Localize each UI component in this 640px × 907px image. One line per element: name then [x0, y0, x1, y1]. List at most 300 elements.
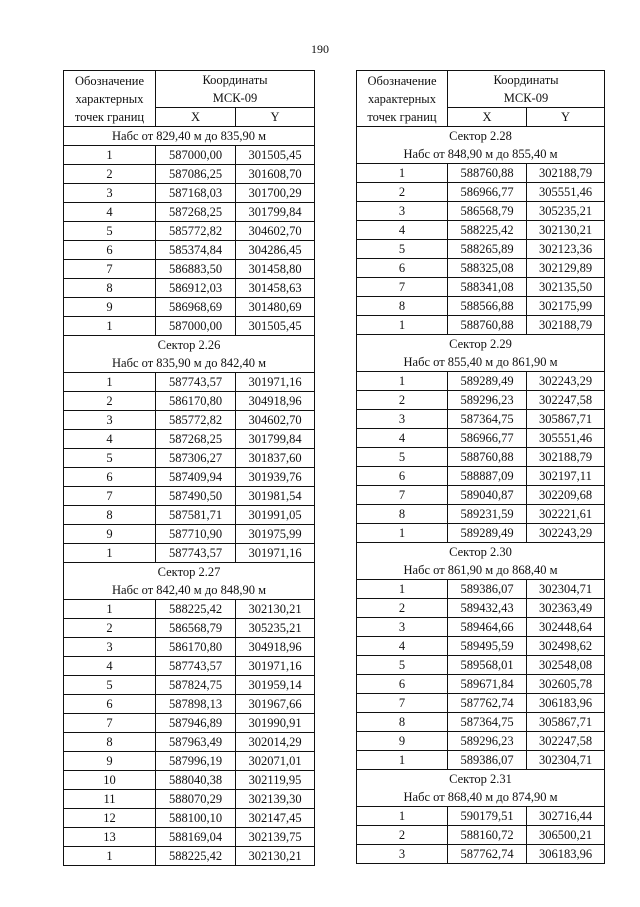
- table-row: [357, 505, 605, 524]
- table-row: [64, 487, 315, 506]
- height-range: Набс от 855,40 м до 861,90 м: [357, 353, 605, 372]
- height-range: Набс от 868,40 м до 874,90 м: [357, 788, 605, 807]
- point-number: 5: [64, 676, 156, 695]
- table-row: [357, 807, 605, 826]
- point-number: 1: [357, 372, 448, 391]
- x-coordinate: 585374,84: [156, 241, 236, 260]
- sector-title-row: [64, 563, 315, 582]
- table-row: [64, 411, 315, 430]
- coordinates-header: [156, 71, 315, 108]
- point-number: 2: [64, 165, 156, 184]
- y-coordinate: 306183,96: [527, 845, 605, 864]
- table-row: [64, 657, 315, 676]
- y-coordinate: 304918,96: [236, 392, 315, 411]
- table-row: [357, 183, 605, 202]
- y-coordinate: 302135,50: [527, 278, 605, 297]
- sector-title: Сектор 2.30: [357, 543, 605, 562]
- y-coordinate: 305551,46: [527, 183, 605, 202]
- coordinates-header-line: Координаты: [202, 73, 268, 87]
- x-coordinate: 587762,74: [448, 845, 527, 864]
- table-row: [357, 278, 605, 297]
- y-coordinate: 302304,71: [527, 751, 605, 770]
- sector-title-row: [357, 335, 605, 354]
- table-row: [64, 392, 315, 411]
- y-coordinate: 305867,71: [527, 410, 605, 429]
- table-row: [64, 203, 315, 222]
- x-coordinate: 588325,08: [448, 259, 527, 278]
- point-number: 6: [64, 468, 156, 487]
- point-number: 9: [357, 732, 448, 751]
- table-row: [64, 676, 315, 695]
- table-row: [64, 373, 315, 392]
- sector-title: Сектор 2.27: [64, 563, 315, 582]
- y-coordinate: 301967,66: [236, 695, 315, 714]
- point-number: 7: [357, 694, 448, 713]
- point-number: 9: [64, 298, 156, 317]
- x-coordinate: 588040,38: [156, 771, 236, 790]
- x-coordinate: 588070,29: [156, 790, 236, 809]
- x-coordinate: 587490,50: [156, 487, 236, 506]
- table-row: [357, 656, 605, 675]
- table-row: [357, 751, 605, 770]
- table-row: [64, 600, 315, 619]
- x-coordinate: 587268,25: [156, 430, 236, 449]
- point-designation-header-line: точек границ: [74, 109, 145, 124]
- table-row: [64, 260, 315, 279]
- table-row: [64, 619, 315, 638]
- point-number: 2: [357, 599, 448, 618]
- table-row: [357, 826, 605, 845]
- table-row: [357, 259, 605, 278]
- x-coordinate: 586966,77: [448, 429, 527, 448]
- point-number: 8: [357, 297, 448, 316]
- x-coordinate: 588265,89: [448, 240, 527, 259]
- table-row: [64, 525, 315, 544]
- y-coordinate: 302147,45: [236, 809, 315, 828]
- point-number: 3: [64, 411, 156, 430]
- point-number: 6: [64, 241, 156, 260]
- x-coordinate: 588341,08: [448, 278, 527, 297]
- y-coordinate: 302130,21: [236, 600, 315, 619]
- point-number: 10: [64, 771, 156, 790]
- table-row: [357, 618, 605, 637]
- y-coordinate: 302247,58: [527, 391, 605, 410]
- point-designation-header-line: Обозначение: [367, 73, 437, 88]
- point-number: 9: [64, 525, 156, 544]
- x-coordinate: 587743,57: [156, 657, 236, 676]
- point-designation-header-line: Обозначение: [74, 73, 145, 88]
- x-coordinate: 587963,49: [156, 733, 236, 752]
- table-row: [64, 165, 315, 184]
- y-coordinate: 301971,16: [236, 657, 315, 676]
- y-coordinate: 304602,70: [236, 411, 315, 430]
- coordinates-header: [448, 71, 605, 108]
- y-coordinate: 302071,01: [236, 752, 315, 771]
- x-coordinate: 588887,09: [448, 467, 527, 486]
- x-header: X: [448, 108, 527, 127]
- coordinates-table-left: [63, 70, 315, 866]
- point-number: 6: [64, 695, 156, 714]
- sector-subtitle-row: [357, 145, 605, 164]
- sector-title-row: [357, 127, 605, 146]
- point-number: 5: [357, 448, 448, 467]
- y-header: Y: [527, 108, 605, 127]
- point-number: 5: [64, 222, 156, 241]
- table-row: [64, 317, 315, 336]
- y-coordinate: 301971,16: [236, 544, 315, 563]
- coordinates-header-line: МСК-09: [212, 91, 258, 105]
- x-coordinate: 589432,43: [448, 599, 527, 618]
- point-number: 1: [357, 524, 448, 543]
- y-coordinate: 302605,78: [527, 675, 605, 694]
- table-row: [357, 524, 605, 543]
- y-coordinate: 304286,45: [236, 241, 315, 260]
- point-number: 1: [357, 751, 448, 770]
- point-number: 12: [64, 809, 156, 828]
- table-row: [357, 713, 605, 732]
- x-coordinate: 585772,82: [156, 222, 236, 241]
- table-row: [64, 714, 315, 733]
- y-header: Y: [236, 108, 315, 127]
- table-row: [64, 695, 315, 714]
- point-number: 2: [357, 183, 448, 202]
- point-number: 2: [64, 392, 156, 411]
- y-coordinate: 301505,45: [236, 146, 315, 165]
- table-row: [64, 298, 315, 317]
- x-coordinate: 587306,27: [156, 449, 236, 468]
- y-coordinate: 302548,08: [527, 656, 605, 675]
- x-coordinate: 586170,80: [156, 392, 236, 411]
- sector-subtitle-row: [64, 127, 315, 146]
- table-row: [357, 240, 605, 259]
- x-coordinate: 586170,80: [156, 638, 236, 657]
- height-range: Набс от 848,90 м до 855,40 м: [357, 145, 605, 164]
- sector-title: Сектор 2.26: [64, 336, 315, 355]
- table-row: [357, 732, 605, 751]
- page-number: 190: [311, 42, 329, 56]
- point-number: 2: [64, 619, 156, 638]
- table-row: [357, 845, 605, 864]
- y-coordinate: 302363,49: [527, 599, 605, 618]
- y-coordinate: 302188,79: [527, 316, 605, 335]
- x-coordinate: 587743,57: [156, 373, 236, 392]
- point-number: 1: [357, 580, 448, 599]
- table-row: [64, 544, 315, 563]
- point-number: 7: [64, 487, 156, 506]
- y-coordinate: 306183,96: [527, 694, 605, 713]
- table-row: [357, 486, 605, 505]
- point-number: 3: [357, 410, 448, 429]
- table-row: [357, 467, 605, 486]
- y-coordinate: 302175,99: [527, 297, 605, 316]
- table-row: [64, 449, 315, 468]
- y-coordinate: 302221,61: [527, 505, 605, 524]
- point-number: 3: [357, 845, 448, 864]
- y-coordinate: 302498,62: [527, 637, 605, 656]
- table-row: [64, 241, 315, 260]
- table-row: [357, 410, 605, 429]
- point-number: 4: [64, 203, 156, 222]
- point-number: 1: [64, 600, 156, 619]
- point-number: 1: [64, 373, 156, 392]
- x-coordinate: 587364,75: [448, 410, 527, 429]
- x-coordinate: 589464,66: [448, 618, 527, 637]
- x-coordinate: 587581,71: [156, 506, 236, 525]
- x-header: X: [156, 108, 236, 127]
- sector-title: Сектор 2.31: [357, 770, 605, 789]
- point-designation-header-line: точек границ: [367, 109, 437, 124]
- sector-subtitle-row: [357, 353, 605, 372]
- x-coordinate: 586883,50: [156, 260, 236, 279]
- table-row: [64, 146, 315, 165]
- table-row: [357, 202, 605, 221]
- point-number: 4: [357, 637, 448, 656]
- table-row: [357, 694, 605, 713]
- x-coordinate: 589386,07: [448, 580, 527, 599]
- x-coordinate: 586966,77: [448, 183, 527, 202]
- point-number: 8: [64, 506, 156, 525]
- y-coordinate: 301505,45: [236, 317, 315, 336]
- y-coordinate: 306500,21: [527, 826, 605, 845]
- y-coordinate: 302139,75: [236, 828, 315, 847]
- table-row: [64, 430, 315, 449]
- point-number: 6: [357, 675, 448, 694]
- point-number: 3: [357, 202, 448, 221]
- table-row: [357, 580, 605, 599]
- point-designation-header-line: характерных: [75, 91, 144, 106]
- x-coordinate: 587898,13: [156, 695, 236, 714]
- point-number: 8: [357, 505, 448, 524]
- y-coordinate: 301458,80: [236, 260, 315, 279]
- point-number: 3: [357, 618, 448, 637]
- table-row: [357, 599, 605, 618]
- coordinates-header-line: МСК-09: [503, 91, 549, 105]
- table-row: [64, 638, 315, 657]
- x-coordinate: 587000,00: [156, 317, 236, 336]
- y-coordinate: 302130,21: [527, 221, 605, 240]
- x-coordinate: 587824,75: [156, 676, 236, 695]
- x-coordinate: 589289,49: [448, 524, 527, 543]
- table-row: [64, 184, 315, 203]
- x-coordinate: 587168,03: [156, 184, 236, 203]
- y-coordinate: 302448,64: [527, 618, 605, 637]
- point-number: 8: [64, 733, 156, 752]
- point-number: 1: [357, 316, 448, 335]
- x-coordinate: 585772,82: [156, 411, 236, 430]
- coordinates-header-line: Координаты: [493, 73, 559, 87]
- y-coordinate: 304918,96: [236, 638, 315, 657]
- point-number: 5: [64, 449, 156, 468]
- x-coordinate: 587364,75: [448, 713, 527, 732]
- y-coordinate: 302716,44: [527, 807, 605, 826]
- point-number: 3: [64, 184, 156, 203]
- point-number: 7: [357, 486, 448, 505]
- table-row: [64, 828, 315, 847]
- x-coordinate: 589040,87: [448, 486, 527, 505]
- y-coordinate: 305235,21: [236, 619, 315, 638]
- point-designation-header: [64, 71, 156, 127]
- point-designation-header-line: характерных: [368, 91, 436, 106]
- y-coordinate: 301608,70: [236, 165, 315, 184]
- sector-title: Сектор 2.29: [357, 335, 605, 354]
- y-coordinate: 301799,84: [236, 430, 315, 449]
- y-coordinate: 301480,69: [236, 298, 315, 317]
- y-coordinate: 301990,91: [236, 714, 315, 733]
- x-coordinate: 586968,69: [156, 298, 236, 317]
- x-coordinate: 589495,59: [448, 637, 527, 656]
- sector-subtitle-row: [357, 561, 605, 580]
- point-number: 7: [357, 278, 448, 297]
- height-range: Набс от 842,40 м до 848,90 м: [64, 581, 315, 600]
- table-row: [357, 164, 605, 183]
- x-coordinate: 587743,57: [156, 544, 236, 563]
- x-coordinate: 588760,88: [448, 448, 527, 467]
- x-coordinate: 589289,49: [448, 372, 527, 391]
- y-coordinate: 302119,95: [236, 771, 315, 790]
- sector-title-row: [64, 336, 315, 355]
- y-coordinate: 301458,63: [236, 279, 315, 298]
- point-number: 1: [357, 807, 448, 826]
- y-coordinate: 301959,14: [236, 676, 315, 695]
- x-coordinate: 590179,51: [448, 807, 527, 826]
- sector-title: Сектор 2.28: [357, 127, 605, 146]
- table-row: [357, 316, 605, 335]
- table-row: [64, 468, 315, 487]
- table-row: [357, 221, 605, 240]
- y-coordinate: 301971,16: [236, 373, 315, 392]
- x-coordinate: 587409,94: [156, 468, 236, 487]
- x-coordinate: 586568,79: [448, 202, 527, 221]
- y-coordinate: 302304,71: [527, 580, 605, 599]
- y-coordinate: 301939,76: [236, 468, 315, 487]
- y-coordinate: 305235,21: [527, 202, 605, 221]
- table-row: [64, 279, 315, 298]
- sector-subtitle-row: [64, 581, 315, 600]
- x-coordinate: 587086,25: [156, 165, 236, 184]
- y-coordinate: 302123,36: [527, 240, 605, 259]
- table-row: [64, 752, 315, 771]
- point-number: 1: [64, 317, 156, 336]
- table-row: [64, 733, 315, 752]
- sector-subtitle-row: [357, 788, 605, 807]
- y-coordinate: 302188,79: [527, 448, 605, 467]
- x-coordinate: 589231,59: [448, 505, 527, 524]
- y-coordinate: 305867,71: [527, 713, 605, 732]
- x-coordinate: 589568,01: [448, 656, 527, 675]
- point-number: 2: [357, 826, 448, 845]
- y-coordinate: 302188,79: [527, 164, 605, 183]
- x-coordinate: 588169,04: [156, 828, 236, 847]
- y-coordinate: 301799,84: [236, 203, 315, 222]
- x-coordinate: 588760,88: [448, 164, 527, 183]
- table-row: [64, 222, 315, 241]
- point-designation-header: [357, 71, 448, 127]
- y-coordinate: 302243,29: [527, 524, 605, 543]
- y-coordinate: 302197,11: [527, 467, 605, 486]
- table-row: [357, 429, 605, 448]
- point-number: 6: [357, 259, 448, 278]
- point-number: 11: [64, 790, 156, 809]
- x-coordinate: 589386,07: [448, 751, 527, 770]
- table-row: [357, 391, 605, 410]
- x-coordinate: 589296,23: [448, 391, 527, 410]
- y-coordinate: 302139,30: [236, 790, 315, 809]
- point-number: 1: [357, 164, 448, 183]
- x-coordinate: 586568,79: [156, 619, 236, 638]
- table-row: [357, 675, 605, 694]
- height-range: Набс от 835,90 м до 842,40 м: [64, 354, 315, 373]
- x-coordinate: 588225,42: [448, 221, 527, 240]
- y-coordinate: 301975,99: [236, 525, 315, 544]
- x-coordinate: 588566,88: [448, 297, 527, 316]
- x-coordinate: 588225,42: [156, 600, 236, 619]
- point-number: 1: [64, 847, 156, 866]
- y-coordinate: 305551,46: [527, 429, 605, 448]
- y-coordinate: 304602,70: [236, 222, 315, 241]
- table-row: [64, 809, 315, 828]
- sector-title-row: [357, 770, 605, 789]
- y-coordinate: 302129,89: [527, 259, 605, 278]
- x-coordinate: 589296,23: [448, 732, 527, 751]
- y-coordinate: 302014,29: [236, 733, 315, 752]
- point-number: 5: [357, 656, 448, 675]
- point-number: 13: [64, 828, 156, 847]
- table-row: [357, 372, 605, 391]
- x-coordinate: 589671,84: [448, 675, 527, 694]
- height-range: Набс от 861,90 м до 868,40 м: [357, 561, 605, 580]
- table-row: [357, 297, 605, 316]
- table-row: [64, 506, 315, 525]
- point-number: 4: [64, 657, 156, 676]
- x-coordinate: 587762,74: [448, 694, 527, 713]
- x-coordinate: 587710,90: [156, 525, 236, 544]
- table-row: [357, 637, 605, 656]
- point-number: 7: [64, 714, 156, 733]
- point-number: 6: [357, 467, 448, 486]
- table-row: [64, 790, 315, 809]
- point-number: 1: [64, 146, 156, 165]
- x-coordinate: 588100,10: [156, 809, 236, 828]
- y-coordinate: 302209,68: [527, 486, 605, 505]
- coordinates-table-right: [356, 70, 605, 864]
- point-number: 9: [64, 752, 156, 771]
- x-coordinate: 588225,42: [156, 847, 236, 866]
- sector-subtitle-row: [64, 354, 315, 373]
- x-coordinate: 588760,88: [448, 316, 527, 335]
- height-range: Набс от 829,40 м до 835,90 м: [64, 127, 315, 146]
- point-number: 4: [357, 221, 448, 240]
- table-row: [357, 448, 605, 467]
- table-row: [64, 847, 315, 866]
- point-number: 4: [64, 430, 156, 449]
- point-number: 8: [64, 279, 156, 298]
- y-coordinate: 301700,29: [236, 184, 315, 203]
- y-coordinate: 301991,05: [236, 506, 315, 525]
- point-number: 2: [357, 391, 448, 410]
- x-coordinate: 587996,19: [156, 752, 236, 771]
- x-coordinate: 587268,25: [156, 203, 236, 222]
- point-number: 4: [357, 429, 448, 448]
- y-coordinate: 302243,29: [527, 372, 605, 391]
- x-coordinate: 586912,03: [156, 279, 236, 298]
- x-coordinate: 587946,89: [156, 714, 236, 733]
- point-number: 1: [64, 544, 156, 563]
- table-row: [64, 771, 315, 790]
- point-number: 7: [64, 260, 156, 279]
- point-number: 8: [357, 713, 448, 732]
- x-coordinate: 588160,72: [448, 826, 527, 845]
- y-coordinate: 302130,21: [236, 847, 315, 866]
